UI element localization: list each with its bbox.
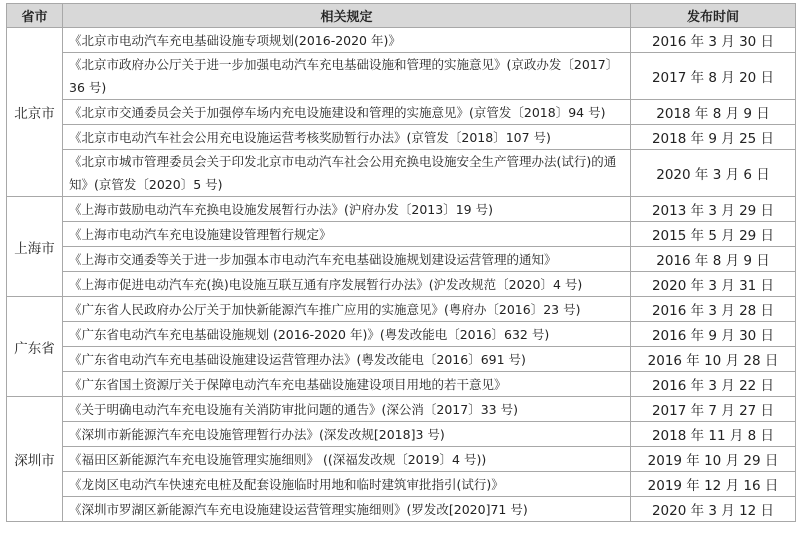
date-cell: 2018 年 8 月 9 日: [631, 100, 796, 125]
date-cell: 2020 年 3 月 12 日: [631, 497, 796, 522]
table-row: [7, 372, 796, 397]
date-cell: 2016 年 9 月 30 日: [631, 322, 796, 347]
date-cell: 2017 年 8 月 20 日: [631, 53, 796, 100]
table-row: [7, 422, 796, 447]
table-header-row: [7, 4, 796, 28]
regulation-cell: 《上海市电动汽车充电设施建设管理暂行规定》: [63, 222, 631, 247]
date-cell: 2013 年 3 月 29 日: [631, 197, 796, 222]
regulation-cell: 《深圳市新能源汽车充电设施管理暂行办法》(深发改规[2018]3 号): [63, 422, 631, 447]
regulation-cell: 《关于明确电动汽车充电设施有关消防审批问题的通告》(深公消〔2017〕33 号): [63, 397, 631, 422]
regulation-cell: 《上海市鼓励电动汽车充换电设施发展暂行办法》(沪府办发〔2013〕19 号): [63, 197, 631, 222]
table-row: [7, 197, 796, 222]
province-cell: 广东省: [7, 297, 63, 397]
date-cell: 2016 年 10 月 28 日: [631, 347, 796, 372]
regulation-cell: 《龙岗区电动汽车快速充电桩及配套设施临时用地和临时建筑审批指引(试行)》: [63, 472, 631, 497]
date-cell: 2016 年 3 月 22 日: [631, 372, 796, 397]
table-row: [7, 472, 796, 497]
regulation-cell: 《北京市电动汽车充电基础设施专项规划(2016-2020 年)》: [63, 28, 631, 53]
date-cell: 2017 年 7 月 27 日: [631, 397, 796, 422]
table-row: [7, 53, 796, 100]
date-cell: 2019 年 10 月 29 日: [631, 447, 796, 472]
regulations-table: [6, 3, 796, 522]
regulation-cell: 《北京市政府办公厅关于进一步加强电动汽车充电基础设施和管理的实施意见》(京政办发〔2017〕36 号): [63, 53, 631, 100]
date-cell: 2016 年 3 月 30 日: [631, 28, 796, 53]
regulation-cell: 《北京市电动汽车社会公用充电设施运营考核奖励暂行办法》(京管发〔2018〕107 号): [63, 125, 631, 150]
province-cell: 深圳市: [7, 397, 63, 522]
province-cell: 北京市: [7, 28, 63, 197]
date-cell: 2018 年 11 月 8 日: [631, 422, 796, 447]
date-cell: 2015 年 5 月 29 日: [631, 222, 796, 247]
date-cell: 2016 年 3 月 28 日: [631, 297, 796, 322]
regulation-cell: 《北京市交通委员会关于加强停车场内充电设施建设和管理的实施意见》(京管发〔2018〕94 号): [63, 100, 631, 125]
table-row: [7, 222, 796, 247]
regulation-cell: 《北京市城市管理委员会关于印发北京市电动汽车社会公用充换电设施安全生产管理办法(试行)的通知》(京管发〔2020〕5 号): [63, 150, 631, 197]
table-row: [7, 125, 796, 150]
date-cell: 2020 年 3 月 31 日: [631, 272, 796, 297]
header-regulation: 相关规定: [63, 4, 631, 28]
table-row: [7, 447, 796, 472]
regulation-cell: 《广东省国土资源厅关于保障电动汽车充电基础设施建设项目用地的若干意见》: [63, 372, 631, 397]
header-date: 发布时间: [631, 4, 796, 28]
header-province: 省市: [7, 4, 63, 28]
regulation-cell: 《上海市促进电动汽车充(换)电设施互联互通有序发展暂行办法》(沪发改规范〔2020〕4 号): [63, 272, 631, 297]
province-cell: 上海市: [7, 197, 63, 297]
table-row: [7, 247, 796, 272]
table-row: [7, 28, 796, 53]
regulation-cell: 《深圳市罗湖区新能源汽车充电设施建设运营管理实施细则》(罗发改[2020]71 号): [63, 497, 631, 522]
table-row: [7, 150, 796, 197]
regulation-cell: 《广东省人民政府办公厅关于加快新能源汽车推广应用的实施意见》(粤府办〔2016〕23 号): [63, 297, 631, 322]
table-row: [7, 397, 796, 422]
regulation-cell: 《广东省电动汽车充电基础设施建设运营管理办法》(粤发改能电〔2016〕691 号): [63, 347, 631, 372]
table-body: [7, 28, 796, 522]
table-row: [7, 297, 796, 322]
table-row: [7, 497, 796, 522]
table-row: [7, 322, 796, 347]
table-row: [7, 272, 796, 297]
table-row: [7, 347, 796, 372]
regulation-cell: 《上海市交通委等关于进一步加强本市电动汽车充电基础设施规划建设运营管理的通知》: [63, 247, 631, 272]
date-cell: 2019 年 12 月 16 日: [631, 472, 796, 497]
regulation-cell: 《福田区新能源汽车充电设施管理实施细则》 ((深福发改规〔2019〕4 号)): [63, 447, 631, 472]
date-cell: 2016 年 8 月 9 日: [631, 247, 796, 272]
regulation-cell: 《广东省电动汽车充电基础设施规划 (2016-2020 年)》(粤发改能电〔2016〕632 号): [63, 322, 631, 347]
date-cell: 2018 年 9 月 25 日: [631, 125, 796, 150]
date-cell: 2020 年 3 月 6 日: [631, 150, 796, 197]
table-row: [7, 100, 796, 125]
